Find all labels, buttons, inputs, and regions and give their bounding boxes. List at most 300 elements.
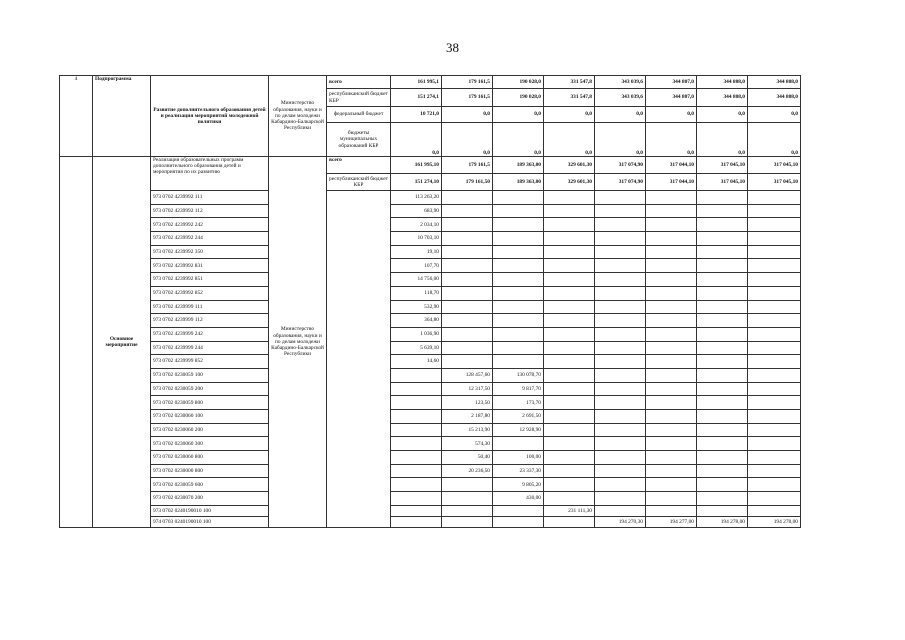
table-row [60, 382, 801, 396]
value-cell [391, 423, 442, 437]
value-cell [646, 437, 697, 451]
value-cell [493, 314, 544, 328]
value-cell: 0,0 [595, 123, 646, 157]
value-cell [646, 341, 697, 355]
source-label-empty [327, 191, 391, 528]
value-cell: 0,0 [646, 107, 697, 123]
value-cell: 317 045,10 [748, 174, 801, 191]
value-cell [595, 410, 646, 424]
value-cell [442, 300, 493, 314]
value-cell [646, 505, 697, 516]
value-cell: 194 270,30 [595, 516, 646, 527]
value-cell: 0,0 [391, 123, 442, 157]
value-cell [544, 300, 595, 314]
value-cell [697, 273, 748, 287]
table-row [60, 259, 801, 273]
value-cell: 0,0 [442, 107, 493, 123]
value-cell [748, 327, 801, 341]
budget-code: 973 0702 4239999 242 [151, 327, 269, 341]
value-cell: 331 547,8 [544, 89, 595, 107]
value-cell: 317 045,10 [697, 157, 748, 174]
value-cell: 10 721,0 [391, 107, 442, 123]
value-cell [595, 341, 646, 355]
table-row [60, 505, 801, 516]
value-cell [697, 368, 748, 382]
value-cell: 364,80 [391, 314, 442, 328]
table-row [60, 410, 801, 424]
value-cell [748, 437, 801, 451]
value-cell: 12 928,90 [493, 423, 544, 437]
section1-row-total [60, 76, 801, 89]
value-cell: 430,00 [493, 492, 544, 506]
value-cell: 161 995,10 [391, 157, 442, 174]
value-cell [442, 314, 493, 328]
value-cell: 151 274,10 [391, 174, 442, 191]
value-cell: 190 028,0 [493, 89, 544, 107]
value-cell: 0,0 [646, 123, 697, 157]
value-cell [544, 492, 595, 506]
value-cell: 0,0 [493, 107, 544, 123]
value-cell [646, 382, 697, 396]
value-cell [595, 355, 646, 369]
value-cell [595, 218, 646, 232]
table-row [60, 492, 801, 506]
value-cell [748, 191, 801, 205]
value-cell [697, 218, 748, 232]
value-cell [442, 273, 493, 287]
value-cell [646, 451, 697, 465]
value-cell [646, 232, 697, 246]
value-cell [697, 382, 748, 396]
value-cell: 0,0 [697, 107, 748, 123]
value-cell: 344 808,0 [748, 89, 801, 107]
budget-code: 973 0702 0230070 200 [151, 492, 269, 506]
value-cell [748, 423, 801, 437]
value-cell: 179 161,50 [442, 174, 493, 191]
value-cell [493, 505, 544, 516]
value-cell [493, 259, 544, 273]
value-cell: 9 817,70 [493, 382, 544, 396]
value-cell [544, 327, 595, 341]
value-cell [391, 382, 442, 396]
value-cell [595, 505, 646, 516]
section1-title: Развитие дополнительного образования детей и реализация мероприятий молодежной политики [151, 76, 269, 157]
value-cell: 123,50 [442, 396, 493, 410]
value-cell [493, 437, 544, 451]
table-row [60, 273, 801, 287]
table-row [60, 451, 801, 465]
value-cell [697, 355, 748, 369]
value-cell [748, 410, 801, 424]
value-cell [595, 478, 646, 492]
value-cell: 118,70 [391, 286, 442, 300]
table-row [60, 355, 801, 369]
value-cell: 0,0 [544, 107, 595, 123]
value-cell [646, 396, 697, 410]
value-cell [595, 327, 646, 341]
value-cell [646, 423, 697, 437]
value-cell [595, 191, 646, 205]
value-cell [544, 423, 595, 437]
value-cell [391, 464, 442, 478]
value-cell: 0,0 [697, 123, 748, 157]
value-cell [391, 396, 442, 410]
value-cell [595, 396, 646, 410]
value-cell [544, 478, 595, 492]
value-cell: 317 045,10 [697, 174, 748, 191]
value-cell [391, 410, 442, 424]
value-cell: 1 036,90 [391, 327, 442, 341]
budget-code: 973 0702 0230059 800 [151, 396, 269, 410]
value-cell [442, 516, 493, 527]
value-cell [697, 314, 748, 328]
value-cell: 194 278,00 [697, 516, 748, 527]
value-cell [493, 286, 544, 300]
value-cell: 15 213,90 [442, 423, 493, 437]
value-cell [748, 341, 801, 355]
value-cell: 0,0 [544, 123, 595, 157]
value-cell [748, 259, 801, 273]
value-cell [442, 191, 493, 205]
value-cell [391, 368, 442, 382]
value-cell [748, 505, 801, 516]
value-cell [697, 396, 748, 410]
value-cell: 0,0 [748, 123, 801, 157]
value-cell [697, 341, 748, 355]
value-cell: 161 995,1 [391, 76, 442, 89]
table-row [60, 245, 801, 259]
value-cell [646, 314, 697, 328]
value-cell: 2 034,10 [391, 218, 442, 232]
value-cell [595, 204, 646, 218]
value-cell: 317 044,10 [646, 174, 697, 191]
value-cell [442, 478, 493, 492]
budget-code: 973 0702 4239992 852 [151, 286, 269, 300]
value-cell [697, 410, 748, 424]
table-row [60, 286, 801, 300]
value-cell: 317 074,90 [595, 157, 646, 174]
value-cell [544, 382, 595, 396]
value-cell [493, 355, 544, 369]
value-cell: 179 161,5 [442, 89, 493, 107]
value-cell [544, 191, 595, 205]
value-cell: 317 044,10 [646, 157, 697, 174]
budget-code: 973 0702 0230059 200 [151, 382, 269, 396]
budget-code: 973 0702 0230059 600 [151, 478, 269, 492]
value-cell: 2 691,50 [493, 410, 544, 424]
value-cell [493, 191, 544, 205]
value-cell [697, 191, 748, 205]
value-cell: 173,70 [493, 396, 544, 410]
value-cell [646, 327, 697, 341]
value-cell [391, 451, 442, 465]
value-cell [595, 286, 646, 300]
value-cell [442, 204, 493, 218]
value-cell: 317 074,90 [595, 174, 646, 191]
value-cell: 50,40 [442, 451, 493, 465]
value-cell [544, 368, 595, 382]
value-cell [646, 464, 697, 478]
value-cell [595, 437, 646, 451]
value-cell [646, 492, 697, 506]
value-cell [697, 492, 748, 506]
table-row [60, 232, 801, 246]
value-cell [544, 464, 595, 478]
budget-code: 973 0702 4239992 851 [151, 273, 269, 287]
value-cell [748, 218, 801, 232]
value-cell [748, 232, 801, 246]
budget-code: 973 0702 4239992 244 [151, 232, 269, 246]
value-cell [544, 437, 595, 451]
value-cell [595, 492, 646, 506]
budget-code: 973 0702 4239999 111 [151, 300, 269, 314]
value-cell: 343 039,6 [595, 89, 646, 107]
value-cell [748, 368, 801, 382]
value-cell [697, 286, 748, 300]
value-cell [442, 286, 493, 300]
value-cell: 14,60 [391, 355, 442, 369]
value-cell [697, 204, 748, 218]
table-row [60, 423, 801, 437]
section1-number: 4 [60, 76, 93, 157]
value-cell: 0,0 [595, 107, 646, 123]
table-row [60, 204, 801, 218]
value-cell: 23 337,30 [493, 464, 544, 478]
value-cell [646, 218, 697, 232]
value-cell: 574,30 [442, 437, 493, 451]
value-cell [493, 341, 544, 355]
table-row [60, 341, 801, 355]
value-cell [442, 245, 493, 259]
value-cell [544, 204, 595, 218]
table-row [60, 191, 801, 205]
value-cell [748, 286, 801, 300]
table-row [60, 368, 801, 382]
value-cell: 0,0 [493, 123, 544, 157]
value-cell [646, 245, 697, 259]
value-cell [493, 204, 544, 218]
value-cell [748, 396, 801, 410]
value-cell: 0,0 [748, 107, 801, 123]
value-cell [493, 232, 544, 246]
budget-code: 973 0702 4239992 242 [151, 218, 269, 232]
value-cell [697, 478, 748, 492]
value-cell [544, 516, 595, 527]
table-row [60, 464, 801, 478]
value-cell [595, 245, 646, 259]
source-label: федеральный бюджет [327, 107, 391, 123]
table-row [60, 396, 801, 410]
value-cell [544, 273, 595, 287]
table-row [60, 516, 801, 527]
value-cell [442, 327, 493, 341]
budget-code: 973 0702 0240190010 100 [151, 505, 269, 516]
value-cell [544, 259, 595, 273]
value-cell [391, 437, 442, 451]
section1-executor: Министерство образования, науки и по делам молодежи Кабардино-Балкарской Республики [269, 76, 327, 157]
value-cell [697, 451, 748, 465]
value-cell [391, 505, 442, 516]
value-cell: 190 028,0 [493, 76, 544, 89]
value-cell [748, 245, 801, 259]
value-cell [646, 204, 697, 218]
value-cell [646, 259, 697, 273]
value-cell [697, 245, 748, 259]
budget-table [59, 75, 801, 528]
value-cell [544, 451, 595, 465]
value-cell [595, 423, 646, 437]
section2-row-total [60, 157, 801, 174]
value-cell: 19,10 [391, 245, 442, 259]
budget-code: 973 0702 4239999 852 [151, 355, 269, 369]
value-cell: 113 263,20 [391, 191, 442, 205]
value-cell: 344 808,0 [697, 76, 748, 89]
value-cell: 179 161,5 [442, 76, 493, 89]
value-cell [493, 516, 544, 527]
page-number: 38 [446, 40, 459, 55]
value-cell: 344 808,0 [697, 89, 748, 107]
value-cell [595, 382, 646, 396]
budget-code: 973 0702 0230060 100 [151, 410, 269, 424]
budget-code: 973 0702 4239999 112 [151, 314, 269, 328]
value-cell [544, 232, 595, 246]
value-cell [442, 259, 493, 273]
value-cell [493, 300, 544, 314]
value-cell: 12 317,50 [442, 382, 493, 396]
value-cell [748, 492, 801, 506]
value-cell [697, 505, 748, 516]
value-cell [544, 396, 595, 410]
value-cell [748, 273, 801, 287]
value-cell [595, 232, 646, 246]
value-cell: 344 808,0 [748, 76, 801, 89]
value-cell [544, 218, 595, 232]
section1-type: Подпрограмма [93, 76, 151, 157]
value-cell [442, 232, 493, 246]
budget-code: 973 0702 0230060 800 [151, 451, 269, 465]
table-row [60, 327, 801, 341]
value-cell [544, 341, 595, 355]
value-cell: 10 703,10 [391, 232, 442, 246]
source-label: бюджеты муниципальных образований КБР [327, 123, 391, 157]
value-cell [544, 314, 595, 328]
value-cell [748, 382, 801, 396]
value-cell: 5 639,10 [391, 341, 442, 355]
value-cell [748, 314, 801, 328]
value-cell [442, 505, 493, 516]
value-cell [646, 191, 697, 205]
value-cell [544, 410, 595, 424]
value-cell: 344 807,0 [646, 89, 697, 107]
value-cell [646, 478, 697, 492]
value-cell: 329 601,30 [544, 174, 595, 191]
value-cell [493, 245, 544, 259]
value-cell: 683,90 [391, 204, 442, 218]
value-cell [697, 437, 748, 451]
table-row [60, 300, 801, 314]
value-cell [646, 355, 697, 369]
value-cell: 331 547,8 [544, 76, 595, 89]
budget-code: 973 0702 4239992 112 [151, 204, 269, 218]
value-cell [697, 300, 748, 314]
budget-code: 974 0703 0240190010 100 [151, 516, 269, 527]
value-cell: 2 187,80 [442, 410, 493, 424]
value-cell [442, 492, 493, 506]
budget-code: 973 0702 4239992 350 [151, 245, 269, 259]
value-cell [748, 355, 801, 369]
value-cell: 107,70 [391, 259, 442, 273]
budget-code: 973 0702 4239992 831 [151, 259, 269, 273]
value-cell [442, 355, 493, 369]
value-cell [646, 368, 697, 382]
value-cell: 343 039,6 [595, 76, 646, 89]
budget-code: 973 0702 0230059 100 [151, 368, 269, 382]
value-cell: 329 601,30 [544, 157, 595, 174]
value-cell [442, 218, 493, 232]
value-cell [646, 300, 697, 314]
value-cell [391, 516, 442, 527]
table-row [60, 437, 801, 451]
value-cell [697, 232, 748, 246]
value-cell [595, 368, 646, 382]
value-cell [697, 327, 748, 341]
source-label: республиканский бюджет КБР [327, 174, 391, 191]
value-cell [595, 314, 646, 328]
value-cell [544, 286, 595, 300]
value-cell [493, 327, 544, 341]
value-cell [595, 300, 646, 314]
value-cell [748, 300, 801, 314]
section2-number [60, 157, 93, 528]
value-cell [595, 259, 646, 273]
value-cell: 194 277,00 [646, 516, 697, 527]
budget-code: 973 0702 4239992 111 [151, 191, 269, 205]
value-cell: 179 161,5 [442, 157, 493, 174]
table-row [60, 314, 801, 328]
budget-code: 973 0702 4239999 244 [151, 341, 269, 355]
value-cell [748, 464, 801, 478]
value-cell [442, 341, 493, 355]
budget-code: 973 0702 0230060 300 [151, 437, 269, 451]
source-label: всего [327, 157, 391, 174]
value-cell [493, 273, 544, 287]
budget-code: 973 0702 0230000 800 [151, 464, 269, 478]
value-cell: 344 807,0 [646, 76, 697, 89]
value-cell: 532,90 [391, 300, 442, 314]
value-cell: 14 756,00 [391, 273, 442, 287]
value-cell: 317 045,10 [748, 157, 801, 174]
value-cell [493, 218, 544, 232]
value-cell: 20 236,50 [442, 464, 493, 478]
value-cell [646, 273, 697, 287]
value-cell [748, 451, 801, 465]
value-cell [748, 478, 801, 492]
value-cell [748, 204, 801, 218]
value-cell [697, 259, 748, 273]
value-cell [697, 464, 748, 478]
value-cell [595, 464, 646, 478]
source-label: республиканский бюджет КБР [327, 89, 391, 107]
value-cell [646, 286, 697, 300]
section2-type: Основное мероприятие [93, 157, 151, 528]
value-cell: 189 363,00 [493, 174, 544, 191]
value-cell: 100,00 [493, 451, 544, 465]
value-cell [595, 451, 646, 465]
value-cell: 189 363,00 [493, 157, 544, 174]
value-cell [544, 245, 595, 259]
value-cell: 130 078,70 [493, 368, 544, 382]
source-label: всего [327, 76, 391, 89]
